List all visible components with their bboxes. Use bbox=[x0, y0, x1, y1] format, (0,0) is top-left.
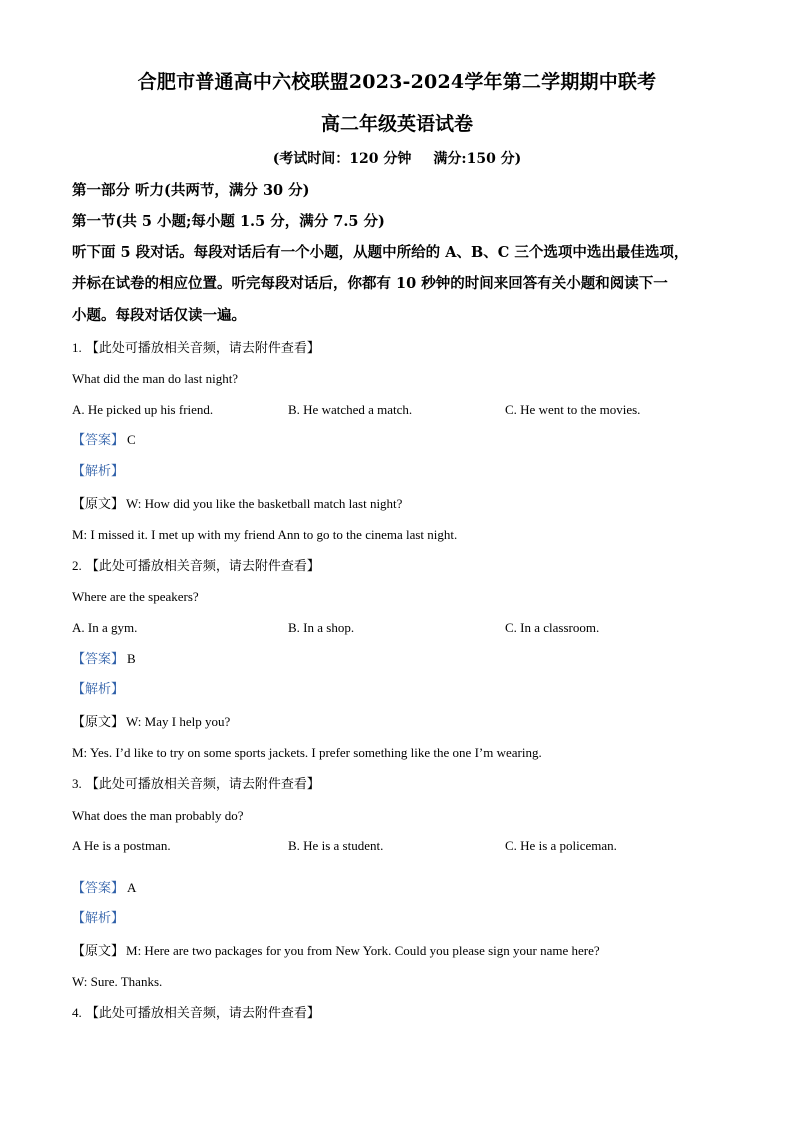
question-audio-note bbox=[72, 775, 320, 794]
original-label: 【原文】 bbox=[72, 944, 125, 959]
question-number: 2. bbox=[72, 558, 82, 573]
exam-subtitle: 高二年级英语试卷 bbox=[320, 113, 473, 135]
option-c: C. He went to the movies. bbox=[505, 402, 641, 417]
option-b: B. In a shop. bbox=[288, 620, 355, 635]
question-audio-note bbox=[72, 339, 320, 358]
answer-value: A bbox=[127, 880, 137, 895]
answer-label: 【答案】 bbox=[72, 652, 125, 667]
instruction-line: 并标在试卷的相应位置。听完每段对话后，你都有 10 秒钟的时间来回答有关小题和阅读下一 bbox=[72, 275, 668, 292]
question-audio-note bbox=[72, 557, 320, 576]
instruction-line: 听下面 5 段对话。每段对话后有一个小题，从题中所给的 A、B、C 三个选项中选出最佳选项， bbox=[72, 244, 689, 261]
answer-label: 【答案】 bbox=[72, 433, 125, 448]
instruction-line: 小题。每段对话仅读一遍。 bbox=[72, 307, 246, 324]
transcript-text: M: I missed it. I met up with my friend Ann to go to the cinema last night. bbox=[72, 527, 458, 542]
audio-note: 【此处可播放相关音频，请去附件查看】 bbox=[85, 341, 320, 356]
audio-note: 【此处可播放相关音频，请去附件查看】 bbox=[85, 777, 320, 792]
option-c: C. He is a policeman. bbox=[505, 838, 617, 853]
transcript-text: W: How did you like the basketball match last night? bbox=[126, 496, 403, 511]
answer-row bbox=[72, 431, 136, 450]
transcript-line bbox=[72, 495, 402, 514]
answer-row bbox=[72, 879, 136, 898]
question-audio-note bbox=[72, 1004, 320, 1023]
original-label: 【原文】 bbox=[72, 715, 125, 730]
answer-row bbox=[72, 650, 136, 669]
option-b: B. He is a student. bbox=[288, 838, 384, 853]
option-a: A He is a postman. bbox=[72, 838, 171, 853]
option-a: A. In a gym. bbox=[72, 620, 138, 635]
answer-value: C bbox=[127, 432, 136, 447]
audio-note: 【此处可播放相关音频，请去附件查看】 bbox=[85, 1006, 320, 1021]
transcript-line bbox=[72, 942, 600, 961]
analysis-label: 【解析】 bbox=[72, 911, 125, 926]
analysis-label: 【解析】 bbox=[72, 464, 125, 479]
full-score: 满分:150 分) bbox=[433, 151, 522, 167]
transcript-text: W: Sure. Thanks. bbox=[72, 974, 163, 989]
question-number: 1. bbox=[72, 340, 82, 355]
section-heading: 第一节(共 5 小题;每小题 1.5 分，满分 7.5 分) bbox=[72, 213, 385, 230]
option-c: C. In a classroom. bbox=[505, 620, 600, 635]
part-heading: 第一部分 听力(共两节，满分 30 分) bbox=[72, 182, 310, 199]
transcript-text: M: Here are two packages for you from New York. Could you please sign your name here? bbox=[126, 943, 600, 958]
answer-label: 【答案】 bbox=[72, 881, 125, 896]
question-number: 4. bbox=[72, 1005, 82, 1020]
option-a: A. He picked up his friend. bbox=[72, 402, 214, 417]
analysis-row bbox=[72, 910, 124, 928]
transcript-text: M: Yes. I’d like to try on some sports jackets. I prefer something like the one I’m wearing. bbox=[72, 745, 542, 760]
exam-title: 合肥市普通高中六校联盟2023-2024学年第二学期期中联考 bbox=[137, 71, 657, 93]
analysis-label: 【解析】 bbox=[72, 682, 125, 697]
question-text: What did the man do last night? bbox=[72, 371, 239, 386]
exam-meta bbox=[0, 150, 794, 168]
exam-time: (考试时间：120 分钟 bbox=[272, 151, 412, 167]
option-b: B. He watched a match. bbox=[288, 402, 413, 417]
original-label: 【原文】 bbox=[72, 497, 125, 512]
analysis-row bbox=[72, 681, 124, 699]
analysis-row bbox=[72, 463, 124, 481]
question-number: 3. bbox=[72, 776, 82, 791]
transcript-text: W: May I help you? bbox=[126, 714, 231, 729]
question-text: Where are the speakers? bbox=[72, 589, 199, 604]
transcript-line bbox=[72, 713, 230, 732]
answer-value: B bbox=[127, 651, 136, 666]
audio-note: 【此处可播放相关音频，请去附件查看】 bbox=[85, 559, 320, 574]
question-text: What does the man probably do? bbox=[72, 808, 244, 823]
